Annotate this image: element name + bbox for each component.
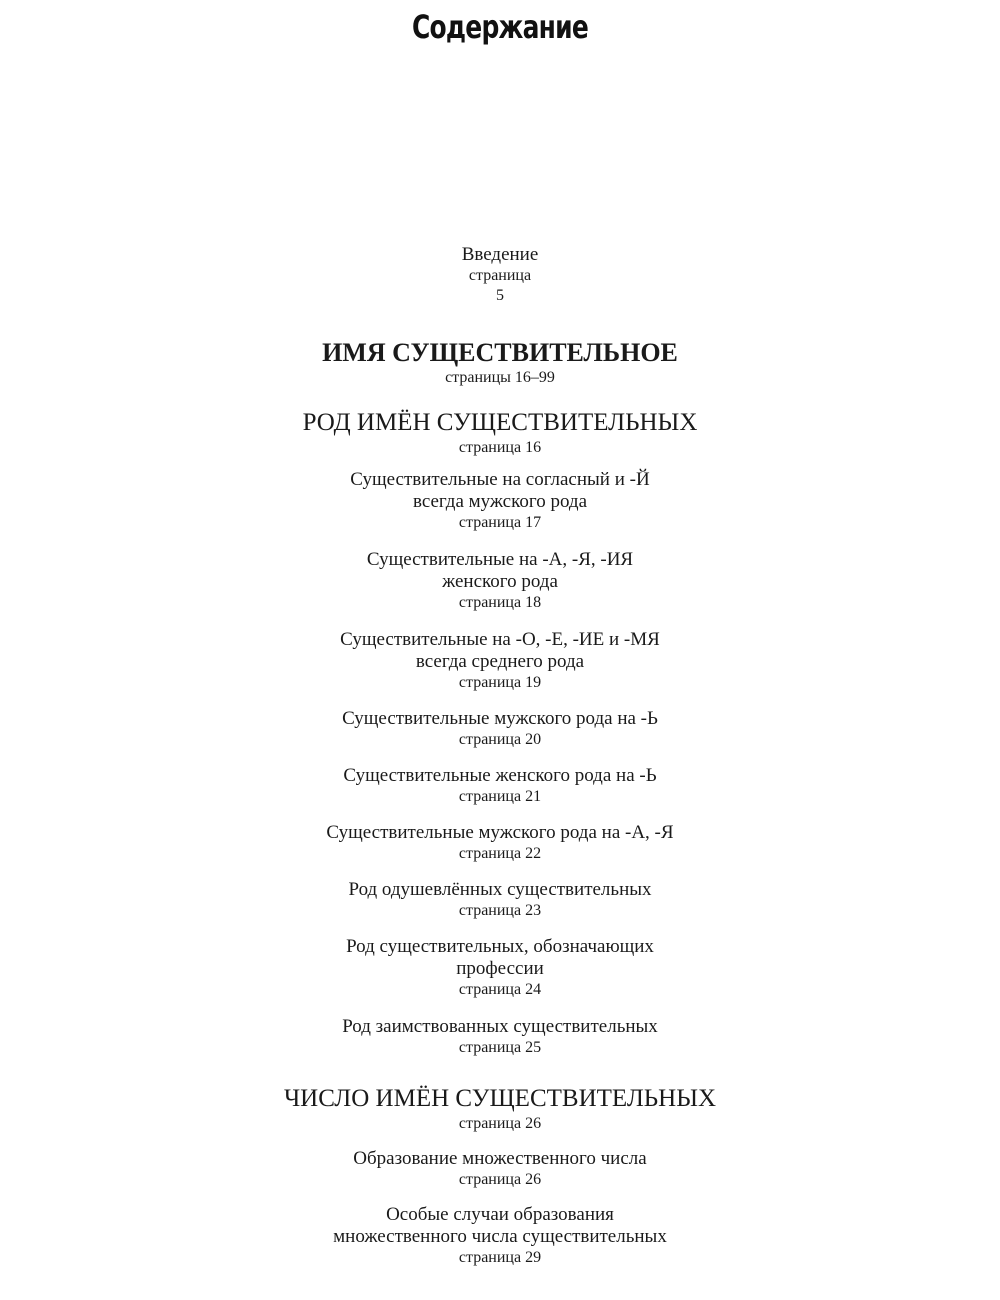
toc-page-number: страница 22 bbox=[458, 845, 542, 862]
page-title: Содержание bbox=[412, 8, 588, 46]
toc-page-number: страница 21 bbox=[458, 788, 542, 805]
part-heading: ИМЯ СУЩЕСТВИТЕЛЬНОЕ bbox=[322, 338, 678, 367]
toc-page-number: страница 29 bbox=[458, 1249, 542, 1266]
section-heading: РОД ИМЁН СУЩЕСТВИТЕЛЬНЫХ bbox=[302, 409, 698, 436]
toc-entry-title: Существительные мужского рода на -Ь bbox=[342, 708, 658, 729]
toc-entry[interactable] bbox=[0, 469, 1000, 533]
toc-entry-title: множественного числа существительных bbox=[333, 1226, 667, 1247]
toc-page-number: страница 16 bbox=[458, 439, 542, 456]
toc-entry[interactable] bbox=[0, 1204, 1000, 1268]
toc-entry-title: Род заимствованных существительных bbox=[342, 1016, 658, 1037]
toc-entry-title: Род одушевлённых существительных bbox=[348, 879, 652, 900]
toc-entry-title: Существительные на согласный и -Й bbox=[350, 469, 650, 490]
toc-entry-title: Род существительных, обозначающих bbox=[346, 936, 654, 957]
toc-entry-title: Образование множественного числа bbox=[353, 1148, 647, 1169]
toc-page-number: страница 23 bbox=[458, 902, 542, 919]
toc-entry-title: Существительные мужского рода на -А, -Я bbox=[326, 822, 674, 843]
toc-entry[interactable] bbox=[0, 629, 1000, 693]
toc-entry-title: Существительные на -О, -Е, -ИЕ и -МЯ bbox=[340, 629, 660, 650]
toc-entry-title: Введение bbox=[461, 244, 539, 265]
toc-entry[interactable] bbox=[0, 1148, 1000, 1190]
toc-page-number: страница 26 bbox=[458, 1171, 542, 1188]
toc-page-number: страница 20 bbox=[458, 731, 542, 748]
toc-entry-title: Существительные женского рода на -Ь bbox=[343, 765, 657, 786]
toc-entry[interactable] bbox=[0, 765, 1000, 807]
toc-entry-title: всегда среднего рода bbox=[415, 651, 585, 672]
toc-entry-title: профессии bbox=[456, 958, 544, 979]
toc-page-number: страница 18 bbox=[458, 594, 542, 611]
toc-entry[interactable] bbox=[0, 708, 1000, 750]
toc-entry[interactable] bbox=[0, 936, 1000, 1000]
toc-entry-title: женского рода bbox=[442, 571, 558, 592]
section-heading: ЧИСЛО ИМЁН СУЩЕСТВИТЕЛЬНЫХ bbox=[283, 1085, 717, 1112]
toc-page-number: 5 bbox=[496, 287, 504, 304]
toc-page-label: страница bbox=[468, 267, 532, 284]
toc-entry[interactable] bbox=[0, 822, 1000, 864]
toc-entry-intro[interactable] bbox=[0, 244, 1000, 306]
toc-section-number[interactable] bbox=[0, 1084, 1000, 1134]
toc-page-number: страница 19 bbox=[458, 674, 542, 691]
toc-page-number: страница 17 bbox=[458, 514, 542, 531]
toc-section-gender[interactable] bbox=[0, 408, 1000, 458]
toc-page-number: страница 25 bbox=[458, 1039, 542, 1056]
toc-entry[interactable] bbox=[0, 1016, 1000, 1058]
toc-entry[interactable] bbox=[0, 879, 1000, 921]
toc-entry[interactable] bbox=[0, 549, 1000, 613]
toc-part-noun[interactable] bbox=[0, 338, 1000, 388]
toc-page-range: страницы 16–99 bbox=[445, 369, 555, 386]
toc-entry-title: Существительные на -А, -Я, -ИЯ bbox=[366, 549, 634, 570]
toc-entry-title: всегда мужского рода bbox=[412, 491, 588, 512]
toc-entry-title: Особые случаи образования bbox=[386, 1204, 614, 1225]
toc-page-number: страница 26 bbox=[458, 1115, 542, 1132]
toc-page-number: страница 24 bbox=[458, 981, 542, 998]
